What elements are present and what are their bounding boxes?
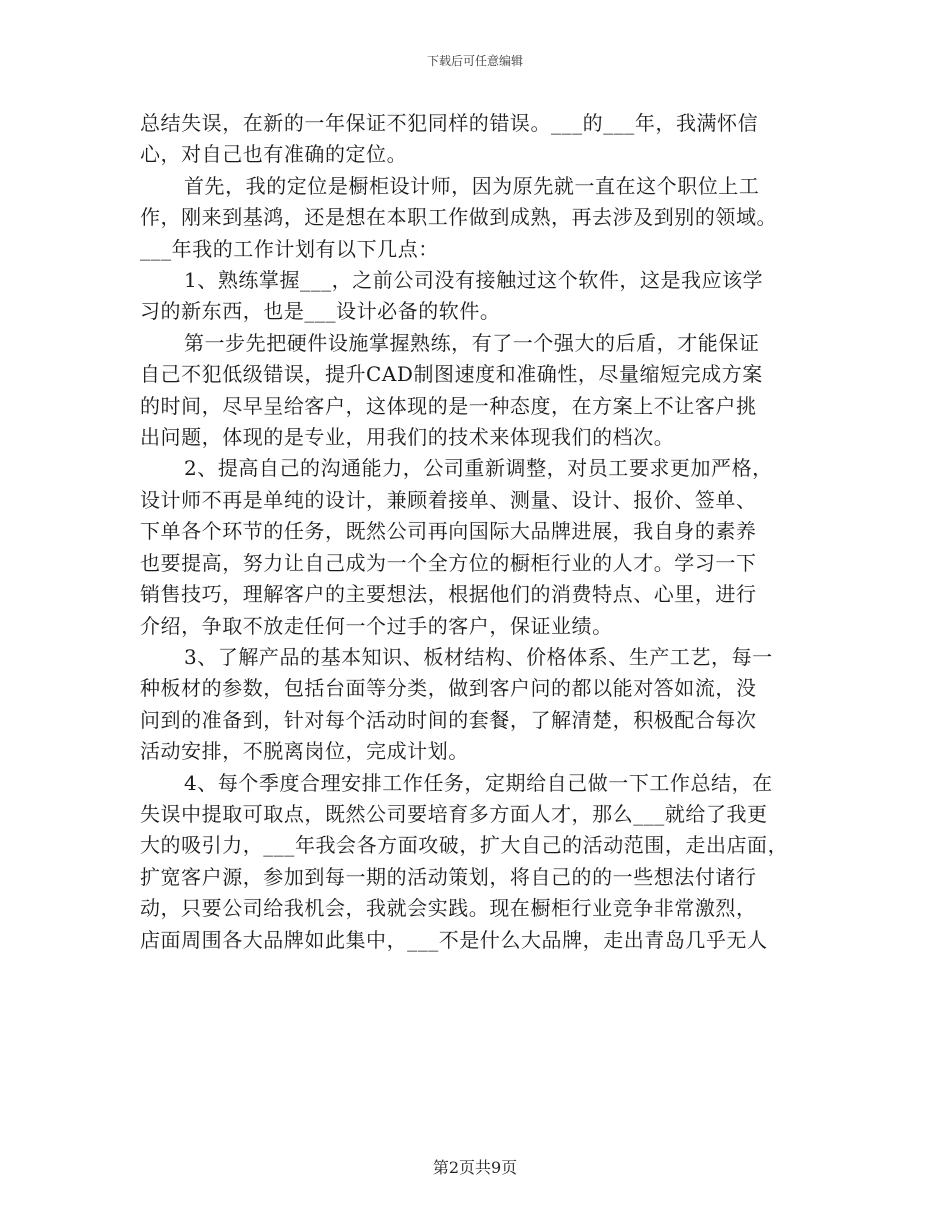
text-line: 问到的准备到，针对每个活动时间的套餐，了解清楚，积极配合每次: [140, 707, 757, 732]
text-line: 作，刚来到基鸿，还是想在本职工作做到成熟，再去涉及到别的领域。: [140, 205, 778, 230]
text-line: 出问题，体现的是专业，用我们的技术来体现我们的档次。: [140, 425, 675, 450]
text-line: 扩宽客户源，参加到每一期的活动策划，将自己的的一些想法付诸行: [140, 864, 757, 889]
text-line: 动，只要公司给我机会，我就会实践。现在橱柜行业竞争非常激烈，: [140, 896, 757, 921]
text-line: 失误中提取可取点，既然公司要培育多方面人才，那么___就给了我更: [140, 801, 768, 826]
text-line: 的时间，尽早呈给客户，这体现的是一种态度，在方案上不让客户挑: [140, 393, 757, 418]
paragraph: [140, 642, 820, 768]
text-line: 种板材的参数，包括台面等分类，做到客户问的都以能对答如流，没: [140, 676, 757, 701]
text-line: 活动安排，不脱离岗位，完成计划。: [140, 739, 469, 764]
text-line: 首先，我的定位是橱柜设计师，因为原先就一直在这个职位上工: [184, 173, 760, 198]
paragraph: [140, 171, 820, 265]
text-line: 3、了解产品的基本知识、板材结构、价格体系、生产工艺，每一: [184, 644, 773, 669]
text-line: 2、提高自己的沟通能力，公司重新调整，对员工要求更加严格，: [184, 456, 773, 481]
text-line: 介绍，争取不放走任何一个过手的客户，保证业绩。: [140, 613, 613, 638]
text-line: 销售技巧，理解客户的主要想法，根据他们的消费特点、心里，进行: [140, 582, 757, 607]
text-line: 1、熟练掌握___，之前公司没有接触过这个软件，这是我应该学: [184, 268, 764, 293]
text-line: 下单各个环节的任务，既然公司再向国际大品牌进展，我自身的素养: [140, 519, 757, 544]
text-line: 总结失误，在新的一年保证不犯同样的错误。___的___年，我满怀信: [140, 111, 759, 135]
page-header: 下载后可任意编辑: [426, 54, 523, 68]
text-line: 自己不犯低级错误，提升CAD制图速度和准确性，尽量缩短完成方案: [140, 362, 763, 387]
paragraph: [140, 453, 820, 641]
text-line: 4、每个季度合理安排工作任务，定期给自己做一下工作总结，在: [184, 770, 773, 795]
paragraph: [140, 108, 820, 171]
text-line: 第一步先把硬件设施掌握熟练，有了一个强大的后盾，才能保证: [184, 330, 760, 355]
paragraph: [140, 328, 820, 454]
document-body: [140, 108, 820, 956]
page-footer: 第2页共9页: [432, 1158, 518, 1177]
text-line: 大的吸引力，___年我会各方面攻破，扩大自己的活动范围，走出店面，: [140, 833, 789, 858]
text-line: ___年我的工作计划有以下几点：: [140, 236, 439, 261]
paragraph: [140, 265, 820, 328]
text-line: 习的新东西，也是___设计必备的软件。: [140, 299, 501, 324]
text-line: 心，对自己也有准确的定位。: [140, 142, 408, 167]
text-line: 设计师不再是单纯的设计，兼顾着接单、测量、设计、报价、签单、: [140, 487, 757, 512]
paragraph: [140, 768, 820, 956]
text-line: 店面周围各大品牌如此集中，___不是什么大品牌，走出青岛几乎无人: [140, 927, 768, 952]
text-line: 也要提高，努力让自己成为一个全方位的橱柜行业的人才。学习一下: [140, 550, 757, 575]
